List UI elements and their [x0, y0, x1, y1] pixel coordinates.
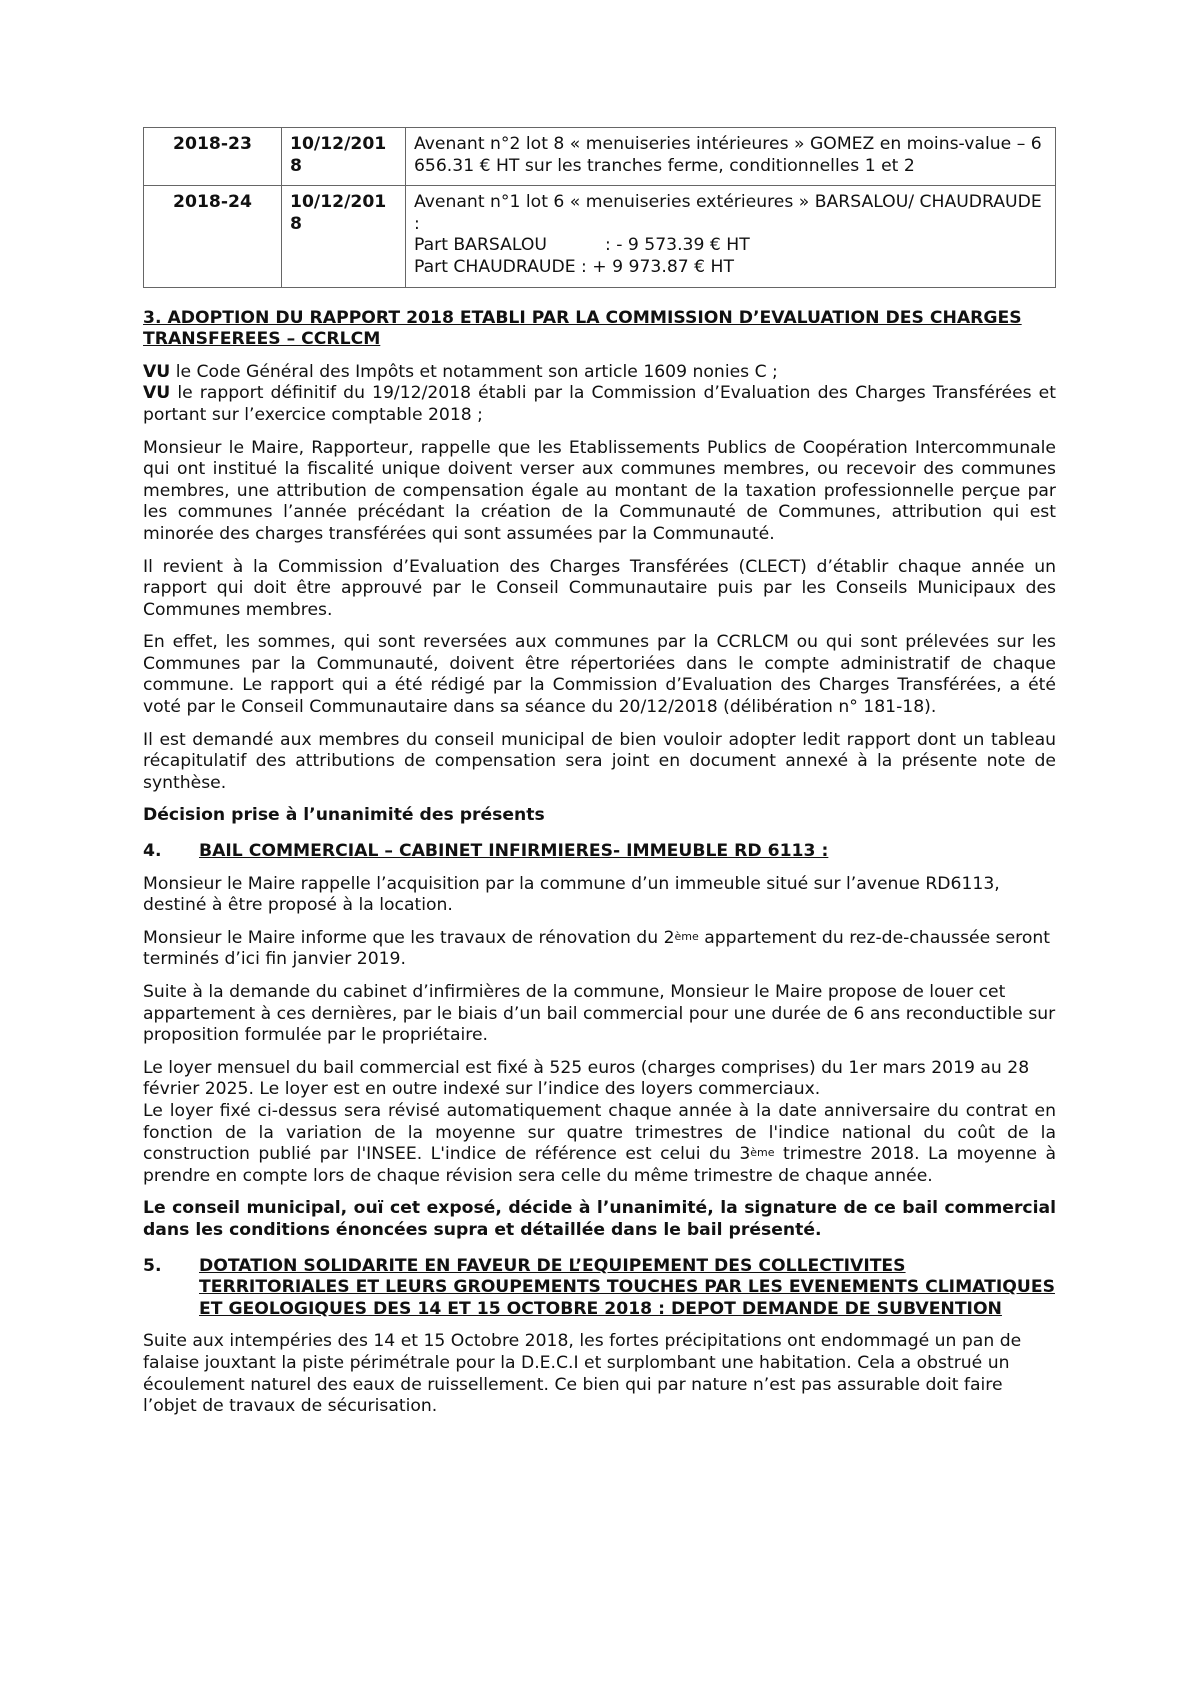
section-5-heading: [143, 1256, 1056, 1321]
superscript: ème: [674, 929, 699, 943]
section-title: BAIL COMMERCIAL – CABINET INFIRMIERES- IMMEUBLE RD 6113 :: [199, 841, 829, 862]
description-line: Avenant n°2 lot 8 « menuiseries intérieures » GOMEZ en moins-value – 6 656.31 € HT sur les tranches ferme, conditionnelles 1 et 2: [414, 134, 1042, 176]
part-label: Part BARSALOU: [414, 235, 547, 256]
text-run: appartement du rez-de-chaussée seront terminés d’ici fin janvier 2019.: [143, 927, 1051, 970]
decision-date: 10/12/2018: [282, 186, 406, 287]
paragraph: Monsieur le Maire, Rapporteur, rappelle que les Etablissements Publics de Coopération Intercommunale qui ont institué la fiscalité unique doivent verser aux communes membres, ou recevoir des communes membres, une attribution de compensation égale au montant de la taxation professionnelle perçue par les communes l’année précédant la création de la Communauté de Communes, attribution qui est minorée des charges transférées qui sont assumées par la Communauté.: [143, 437, 1056, 544]
section-3-title: 3. ADOPTION DU RAPPORT 2018 ETABLI PAR LA COMMISSION D’EVALUATION DES CHARGES TRANSFEREES – CCRLCM: [143, 307, 1022, 350]
decision-statement: Décision prise à l’unanimité des présents: [143, 805, 545, 826]
table-row: [144, 128, 1056, 186]
paragraph: En effet, les sommes, qui sont reversées aux communes par la CCRLCM ou qui sont prélevées sur les Communes par la Communauté, doivent être répertoriées dans le compte administratif de chaque commune. Le rapport qui a été rédigé par la Commission d’Evaluation des Charges Transférées, a été voté par le Conseil Communautaire dans sa séance du 20/12/2018 (délibération n° 181-18).: [143, 632, 1056, 718]
part-amount: : - 9 573.39 € HT: [604, 235, 750, 256]
section-number: 4.: [143, 841, 162, 862]
paragraph: [143, 1101, 1056, 1187]
paragraph: Monsieur le Maire rappelle l’acquisition par la commune d’un immeuble situé sur l’avenue RD6113, destiné à être proposé à la location.: [143, 873, 1000, 916]
decisions-table: [143, 127, 1056, 288]
paragraph: Il est demandé aux membres du conseil municipal de bien vouloir adopter ledit rapport dont un tableau récapitulatif des attributions de compensation sera joint en document annexé à la présente note de synthèse.: [143, 729, 1056, 793]
section-number: 5.: [143, 1255, 162, 1276]
paragraph: Suite à la demande du cabinet d’infirmières de la commune, Monsieur le Maire propose de louer cet appartement à ces dernières, par le biais d’un bail commercial pour une durée de 6 ans reconductible sur proposition formulée par le propriétaire.: [143, 982, 1056, 1046]
description-line: Part CHAUDRAUDE : + 9 973.87 € HT: [414, 256, 734, 277]
section-title: DOTATION SOLIDARITE EN FAVEUR DE L’EQUIPEMENT DES COLLECTIVITES TERRITORIALES ET LEURS GROUPEMENTS TOUCHES PAR LES EVENEMENTS CLIMATIQUES ET GEOLOGIQUES DES 14 ET 15 OCTOBRE 2018 : DEPOT DEMANDE DE SUBVENTION: [199, 1255, 1055, 1319]
paragraph: Suite aux intempéries des 14 et 15 Octobre 2018, les fortes précipitations ont endommagé un pan de falaise jouxtant la piste périmétrale pour la D.E.C.I et surplombant une habitation. Cela a obstrué un écoulement naturel des eaux de ruissellement. Ce bien qui par nature n’est pas assurable doit faire l’objet de travaux de sécurisation.: [143, 1331, 1022, 1417]
paragraph: [143, 928, 1056, 971]
decision-description: [406, 128, 1056, 186]
vu-text: le rapport définitif du 19/12/2018 établi par la Commission d’Evaluation des Charges Transférées et portant sur l’exercice comptable 2018 ;: [143, 383, 1056, 425]
description-line: [414, 235, 1047, 257]
section-4-heading: [143, 841, 1056, 863]
paragraph: Le loyer mensuel du bail commercial est fixé à 525 euros (charges comprises) du 1er mars 2019 au 28 février 2025. Le loyer est en outre indexé sur l’indice des loyers commerciaux.: [143, 1057, 1030, 1100]
text-run: trimestre 2018. La moyenne à prendre en compte lors de chaque révision sera celle du même trimestre de chaque année.: [143, 1144, 1056, 1186]
vu-line: [143, 362, 1056, 384]
text-run: Monsieur le Maire informe que les travaux de rénovation du 2: [143, 927, 675, 948]
table-row: [144, 186, 1056, 287]
decision-description: [406, 186, 1056, 287]
superscript: ème: [750, 1146, 775, 1160]
text-run: Le loyer fixé ci-dessus sera révisé automatiquement chaque année à la date anniversaire du contrat en fonction de la variation de la moyenne sur quatre trimestres de l'indice national du coût de la construction publié par l'INSEE. L'indice de référence est celui du 3: [143, 1100, 1056, 1165]
decision-number: 2018-23: [144, 128, 282, 186]
vu-label: VU: [143, 383, 171, 404]
description-line: Avenant n°1 lot 6 « menuiseries extérieures » BARSALOU/ CHAUDRAUDE :: [414, 192, 1042, 234]
decision-number: 2018-24: [144, 186, 282, 287]
decision-statement: Le conseil municipal, ouï cet exposé, décide à l’unanimité, la signature de ce bail commercial dans les conditions énoncées supra et détaillée dans le bail présenté.: [143, 1198, 1056, 1240]
decision-date: 10/12/2018: [282, 128, 406, 186]
vu-label: VU: [143, 361, 171, 382]
paragraph: Il revient à la Commission d’Evaluation des Charges Transférées (CLECT) d’établir chaque année un rapport qui doit être approuvé par le Conseil Communautaire puis par les Conseils Municipaux des Communes membres.: [143, 556, 1056, 620]
vu-line: [143, 383, 1056, 426]
vu-text: le Code Général des Impôts et notamment son article 1609 nonies C ;: [170, 361, 778, 382]
document-page: [143, 127, 1056, 1429]
